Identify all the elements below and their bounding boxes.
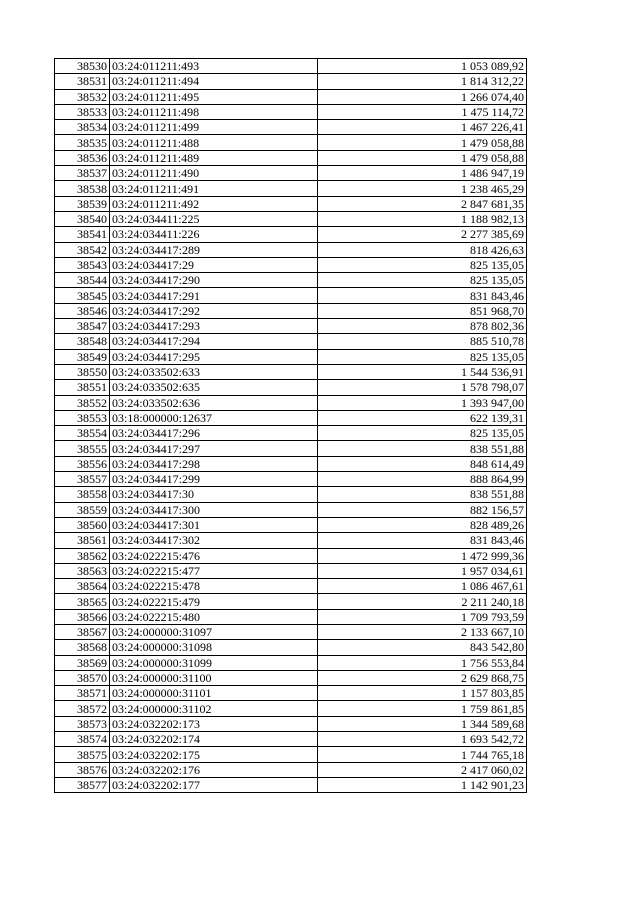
- cadastral-code: 03:24:034417:295: [110, 349, 318, 364]
- cadastral-value: 882 156,57: [318, 502, 527, 517]
- cadastral-value: 1 957 034,61: [318, 563, 527, 578]
- row-number: 38538: [55, 181, 110, 196]
- table-row: [55, 716, 527, 731]
- cadastral-value: 838 551,88: [318, 441, 527, 456]
- cadastral-code: 03:24:011211:498: [110, 104, 318, 119]
- row-number: 38547: [55, 319, 110, 334]
- row-number: 38549: [55, 349, 110, 364]
- row-number: 38548: [55, 334, 110, 349]
- row-number: 38553: [55, 410, 110, 425]
- cadastral-code: 03:24:011211:494: [110, 74, 318, 89]
- cadastral-value: 2 417 060,02: [318, 762, 527, 777]
- cadastral-code: 03:24:011211:492: [110, 196, 318, 211]
- row-number: 38539: [55, 196, 110, 211]
- row-number: 38566: [55, 609, 110, 624]
- table-row: [55, 380, 527, 395]
- cadastral-code: 03:24:034417:299: [110, 472, 318, 487]
- table-row: [55, 410, 527, 425]
- table-row: [55, 517, 527, 532]
- cadastral-code: 03:24:011211:489: [110, 150, 318, 165]
- cadastral-value: 1 486 947,19: [318, 166, 527, 181]
- table-row: [55, 334, 527, 349]
- table-row: [55, 59, 527, 74]
- table-row: [55, 441, 527, 456]
- row-number: 38568: [55, 640, 110, 655]
- cadastral-code: 03:24:011211:491: [110, 181, 318, 196]
- cadastral-code: 03:24:034417:301: [110, 517, 318, 532]
- cadastral-value: 1 475 114,72: [318, 104, 527, 119]
- row-number: 38530: [55, 59, 110, 74]
- table-row: [55, 242, 527, 257]
- cadastral-value: 831 843,46: [318, 288, 527, 303]
- row-number: 38552: [55, 395, 110, 410]
- table-row: [55, 120, 527, 135]
- cadastral-code: 03:24:032202:174: [110, 732, 318, 747]
- cadastral-code: 03:24:000000:31101: [110, 686, 318, 701]
- table-row: [55, 426, 527, 441]
- table-row: [55, 670, 527, 685]
- table-row: [55, 777, 527, 792]
- cadastral-value: 1 467 226,41: [318, 120, 527, 135]
- table-row: [55, 487, 527, 502]
- row-number: 38571: [55, 686, 110, 701]
- cadastral-code: 03:24:000000:31102: [110, 701, 318, 716]
- table-row: [55, 135, 527, 150]
- table-row: [55, 395, 527, 410]
- row-number: 38562: [55, 548, 110, 563]
- cadastral-code: 03:24:022215:479: [110, 594, 318, 609]
- cadastral-code: 03:24:034417:30: [110, 487, 318, 502]
- cadastral-code: 03:24:022215:478: [110, 579, 318, 594]
- table-row: [55, 303, 527, 318]
- cadastral-code: 03:24:034417:300: [110, 502, 318, 517]
- cadastral-value: 1 479 058,88: [318, 150, 527, 165]
- cadastral-value: 1 086 467,61: [318, 579, 527, 594]
- table-row: [55, 257, 527, 272]
- cadastral-value: 2 629 868,75: [318, 670, 527, 685]
- row-number: 38550: [55, 364, 110, 379]
- cadastral-value: 1 578 798,07: [318, 380, 527, 395]
- row-number: 38573: [55, 716, 110, 731]
- cadastral-code: 03:24:034417:302: [110, 533, 318, 548]
- row-number: 38534: [55, 120, 110, 135]
- cadastral-code: 03:24:033502:636: [110, 395, 318, 410]
- cadastral-value: 1 814 312,22: [318, 74, 527, 89]
- cadastral-code: 03:24:011211:499: [110, 120, 318, 135]
- table-row: [55, 150, 527, 165]
- row-number: 38537: [55, 166, 110, 181]
- cadastral-value: 825 135,05: [318, 426, 527, 441]
- cadastral-code: 03:24:034417:290: [110, 273, 318, 288]
- cadastral-code: 03:24:011211:495: [110, 89, 318, 104]
- table-row: [55, 701, 527, 716]
- cadastral-value: 848 614,49: [318, 456, 527, 471]
- table-row: [55, 211, 527, 226]
- cadastral-code: 03:24:011211:493: [110, 59, 318, 74]
- table-row: [55, 594, 527, 609]
- table-row: [55, 533, 527, 548]
- cadastral-value: 888 864,99: [318, 472, 527, 487]
- table-row: [55, 181, 527, 196]
- row-number: 38575: [55, 747, 110, 762]
- table-row: [55, 762, 527, 777]
- cadastral-value: 825 135,05: [318, 273, 527, 288]
- row-number: 38574: [55, 732, 110, 747]
- cadastral-value: 838 551,88: [318, 487, 527, 502]
- cadastral-value: 1 188 982,13: [318, 211, 527, 226]
- table-row: [55, 74, 527, 89]
- cadastral-code: 03:24:000000:31097: [110, 624, 318, 639]
- table-row: [55, 747, 527, 762]
- row-number: 38544: [55, 273, 110, 288]
- table-row: [55, 319, 527, 334]
- cadastral-value: 2 847 681,35: [318, 196, 527, 211]
- cadastral-code: 03:24:032202:173: [110, 716, 318, 731]
- cadastral-value: 1 709 793,59: [318, 609, 527, 624]
- row-number: 38554: [55, 426, 110, 441]
- table-row: [55, 472, 527, 487]
- cadastral-code: 03:24:034417:298: [110, 456, 318, 471]
- cadastral-value: 2 277 385,69: [318, 227, 527, 242]
- cadastral-code: 03:24:034417:293: [110, 319, 318, 334]
- row-number: 38546: [55, 303, 110, 318]
- row-number: 38559: [55, 502, 110, 517]
- row-number: 38540: [55, 211, 110, 226]
- cadastral-value: 825 135,05: [318, 257, 527, 272]
- row-number: 38533: [55, 104, 110, 119]
- cadastral-value: 818 426,63: [318, 242, 527, 257]
- row-number: 38561: [55, 533, 110, 548]
- table-row: [55, 686, 527, 701]
- cadastral-value: 1 759 861,85: [318, 701, 527, 716]
- table-row: [55, 104, 527, 119]
- cadastral-code: 03:24:022215:480: [110, 609, 318, 624]
- table-body: [55, 59, 527, 793]
- cadastral-value: 1 756 553,84: [318, 655, 527, 670]
- cadastral-value: 1 344 589,68: [318, 716, 527, 731]
- table-row: [55, 732, 527, 747]
- row-number: 38531: [55, 74, 110, 89]
- row-number: 38555: [55, 441, 110, 456]
- cadastral-value: 2 133 667,10: [318, 624, 527, 639]
- row-number: 38543: [55, 257, 110, 272]
- cadastral-value: 1 544 536,91: [318, 364, 527, 379]
- cadastral-code: 03:24:022215:477: [110, 563, 318, 578]
- table-row: [55, 364, 527, 379]
- table-row: [55, 166, 527, 181]
- row-number: 38569: [55, 655, 110, 670]
- table-row: [55, 288, 527, 303]
- row-number: 38565: [55, 594, 110, 609]
- cadastral-code: 03:24:034411:226: [110, 227, 318, 242]
- cadastral-value: 1 393 947,00: [318, 395, 527, 410]
- cadastral-code: 03:24:034417:297: [110, 441, 318, 456]
- table-row: [55, 563, 527, 578]
- row-number: 38535: [55, 135, 110, 150]
- cadastral-code: 03:24:034417:29: [110, 257, 318, 272]
- cadastral-code: 03:24:011211:488: [110, 135, 318, 150]
- cadastral-value: 851 968,70: [318, 303, 527, 318]
- cadastral-code: 03:24:034417:291: [110, 288, 318, 303]
- row-number: 38532: [55, 89, 110, 104]
- table-row: [55, 624, 527, 639]
- cadastral-value: 825 135,05: [318, 349, 527, 364]
- table-row: [55, 196, 527, 211]
- table-row: [55, 548, 527, 563]
- table-row: [55, 456, 527, 471]
- cadastral-value: 1 238 465,29: [318, 181, 527, 196]
- cadastral-code: 03:24:022215:476: [110, 548, 318, 563]
- row-number: 38570: [55, 670, 110, 685]
- cadastral-value: 1 744 765,18: [318, 747, 527, 762]
- cadastral-code: 03:24:033502:633: [110, 364, 318, 379]
- cadastral-value: 843 542,80: [318, 640, 527, 655]
- data-table: [54, 58, 527, 793]
- cadastral-value: 831 843,46: [318, 533, 527, 548]
- cadastral-value: 1 157 803,85: [318, 686, 527, 701]
- cadastral-value: 885 510,78: [318, 334, 527, 349]
- cadastral-code: 03:24:034417:289: [110, 242, 318, 257]
- table-row: [55, 655, 527, 670]
- table-row: [55, 640, 527, 655]
- row-number: 38572: [55, 701, 110, 716]
- row-number: 38551: [55, 380, 110, 395]
- cadastral-value: 1 142 901,23: [318, 777, 527, 792]
- table-row: [55, 89, 527, 104]
- row-number: 38557: [55, 472, 110, 487]
- cadastral-code: 03:24:032202:177: [110, 777, 318, 792]
- cadastral-code: 03:24:011211:490: [110, 166, 318, 181]
- row-number: 38576: [55, 762, 110, 777]
- cadastral-code: 03:24:000000:31098: [110, 640, 318, 655]
- cadastral-value: 1 472 999,36: [318, 548, 527, 563]
- row-number: 38556: [55, 456, 110, 471]
- table-row: [55, 579, 527, 594]
- cadastral-value: 1 479 058,88: [318, 135, 527, 150]
- document-page: [54, 58, 527, 793]
- row-number: 38560: [55, 517, 110, 532]
- row-number: 38558: [55, 487, 110, 502]
- cadastral-value: 878 802,36: [318, 319, 527, 334]
- row-number: 38567: [55, 624, 110, 639]
- cadastral-code: 03:24:032202:175: [110, 747, 318, 762]
- cadastral-value: 1 266 074,40: [318, 89, 527, 104]
- cadastral-value: 828 489,26: [318, 517, 527, 532]
- cadastral-code: 03:24:034417:296: [110, 426, 318, 441]
- table-row: [55, 502, 527, 517]
- cadastral-value: 2 211 240,18: [318, 594, 527, 609]
- row-number: 38541: [55, 227, 110, 242]
- row-number: 38542: [55, 242, 110, 257]
- cadastral-code: 03:24:032202:176: [110, 762, 318, 777]
- row-number: 38564: [55, 579, 110, 594]
- cadastral-code: 03:24:034417:292: [110, 303, 318, 318]
- table-row: [55, 609, 527, 624]
- cadastral-code: 03:24:034417:294: [110, 334, 318, 349]
- cadastral-code: 03:24:000000:31099: [110, 655, 318, 670]
- cadastral-value: 1 053 089,92: [318, 59, 527, 74]
- row-number: 38563: [55, 563, 110, 578]
- table-row: [55, 349, 527, 364]
- cadastral-value: 622 139,31: [318, 410, 527, 425]
- cadastral-code: 03:24:034411:225: [110, 211, 318, 226]
- row-number: 38545: [55, 288, 110, 303]
- cadastral-code: 03:24:033502:635: [110, 380, 318, 395]
- row-number: 38536: [55, 150, 110, 165]
- table-row: [55, 227, 527, 242]
- cadastral-value: 1 693 542,72: [318, 732, 527, 747]
- cadastral-code: 03:18:000000:12637: [110, 410, 318, 425]
- cadastral-code: 03:24:000000:31100: [110, 670, 318, 685]
- table-row: [55, 273, 527, 288]
- row-number: 38577: [55, 777, 110, 792]
